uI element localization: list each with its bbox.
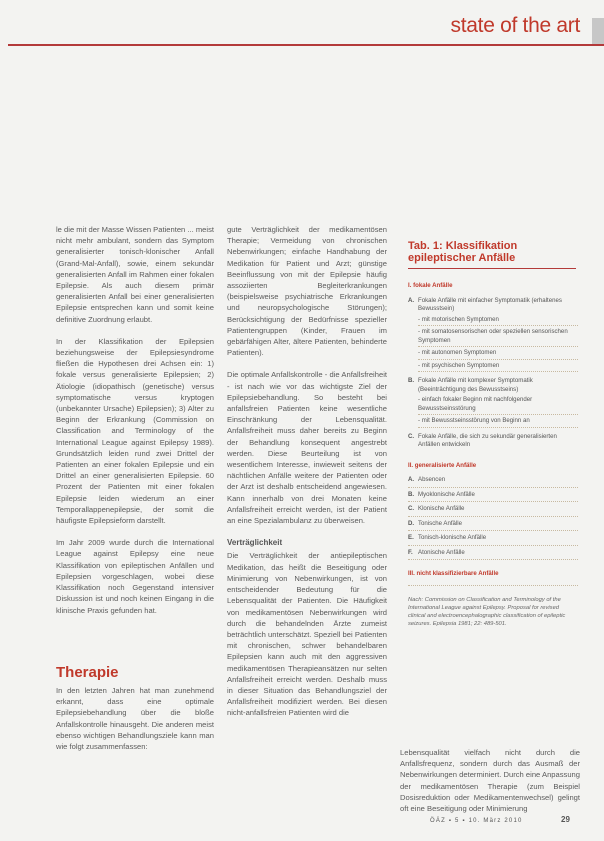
section-title: state of the art — [450, 14, 580, 37]
sub-item: - mit Bewusstseinsstörung von Beginn an — [418, 417, 530, 424]
divider — [418, 346, 578, 347]
sub-item: - mit autonomen Symptomen — [418, 349, 497, 356]
item-key: B. — [408, 490, 415, 498]
table-1-box — [400, 226, 580, 740]
list-item — [408, 377, 578, 394]
subheading-vertraeglichkeit: Verträglichkeit — [227, 538, 283, 548]
item-key: F. — [408, 548, 413, 556]
paragraph: Die Verträglichkeit der antiepileptischen Medikation, das heißt die Beseitigung oder Minimierung von Nebenwirkungen, ist von entscheidender Bedeutung für die Lebensqualität der Patienten. Die Häufigkeit von medikamentösen Nebenwirkungen wird durch die behandelnden Ärzte zumeist beträchtlich unterschätzt. Speziell bei Patienten mit chronischen, schwer behandelbaren Epilepsien kann auch mit den aggressiven medikamentösen Therapieansätzen nur selten Anfallsfreiheit erreicht werden. Deshalb muss in dieser Situation das Behandlungsziel der Anfallsfreiheit modifiziert werden. Bei diesen nicht-anfallsfreien Patienten wird die — [227, 551, 387, 718]
sub-item: - mit somatosensorischen oder speziellen sensorischen Symptomen — [418, 328, 568, 344]
divider — [408, 585, 578, 586]
list-item — [408, 476, 578, 488]
item-text: Fokale Anfälle mit komplexer Symptomatik (Beeinträchtigung des Bewusstseins) — [418, 377, 533, 393]
column-3 — [400, 747, 580, 814]
item-key: A. — [408, 476, 415, 483]
paragraph: gute Verträglichkeit der medikamentösen Therapie; Vermeidung von chronischen Nebenwirkungen; einfache Handhabung der Medikation für Patient und Arzt; günstige Beeinflussung von mit der Epilepsie häufig assoziierten Begleiterkrankungen (beispielsweise psychiatrische Erkrankungen und neuropsychologische Störungen); Berücksichtigung der Bedürfnisse spezieller Patientengruppen (Kinder, Frauen im gebärfähigen Alter, ältere Patienten, behinderte Patienten). — [227, 225, 387, 358]
item-key: C. — [408, 505, 415, 512]
column-1-therapie — [56, 685, 214, 752]
table-body — [408, 282, 578, 628]
item-text: Myoklonische Anfälle — [418, 490, 475, 498]
list-item — [408, 297, 578, 314]
item-text: Atonische Anfälle — [418, 548, 465, 556]
item-key: A. — [408, 296, 415, 304]
list-item — [408, 491, 578, 503]
item-key: E. — [408, 534, 414, 541]
divider — [418, 414, 578, 415]
list-item — [408, 505, 578, 517]
group-heading: II. generalisierte Anfälle — [408, 461, 477, 469]
paragraph: In den letzten Jahren hat man zunehmend erkannt, dass eine optimale Epilepsiebehandlung über die bloße Anfallskontrolle hinausgeht. Die anderen meist ebenso wichtigen Behandlungsziele kann man wie folgt zusammenfassen: — [56, 686, 214, 752]
item-key: C. — [408, 432, 415, 440]
item-text: Tonische Anfälle — [418, 519, 463, 527]
sub-item: - mit psychischen Symptomen — [418, 361, 500, 369]
divider — [418, 371, 578, 372]
paragraph: Im Jahr 2009 wurde durch die International League against Epilepsy eine neue Klassifikation von epileptischen Anfällen und Epilepsien vorgeschlagen, wobei diese Klassifikation noch Gegenstand intensiver Diskussion ist und noch keinen Eingang in die klinische Praxis gefunden hat. — [56, 538, 214, 615]
table-title: Tab. 1: Klassifikation epileptischer Anfälle — [408, 240, 518, 264]
item-key: B. — [408, 377, 415, 384]
item-text: Absencen — [418, 476, 446, 483]
table-footnote: Nach: Commission on Classification and Terminology of the International League against Epilepsy. Proposal for revised clinical and electroencephalographic classification of epileptic seizures. Epilepsia 1981; 22: 489-501. — [408, 596, 566, 627]
journal-footer: ÖÄZ ▪ 5 ▪ 10. März 2010 — [430, 818, 523, 824]
sub-list — [418, 396, 578, 428]
list-item — [408, 520, 578, 532]
paragraph: le die mit der Masse Wissen Patienten ... meist nicht mehr ambulant, sondern das Symptom generalisierter tonisch-klonischer Anfall (Grand-Mal-Anfall), sowie, einem sekundär generalisierten Anfall im Rahmen einer fokalen Epilepsie. Als auch diesem primär generalisierten Anfall bei einer generalisierten Epilepsie entsprechen kann und somit keine definitive Zuordnung erlaubt. — [56, 225, 214, 324]
group-heading: III. nicht klassifizierbare Anfälle — [408, 570, 499, 577]
column-1 — [56, 224, 214, 616]
section-heading-therapie: Therapie — [56, 664, 119, 681]
item-text: Tonisch-klonische Anfälle — [418, 534, 487, 541]
page-edge-tab — [592, 18, 604, 46]
divider — [418, 427, 578, 428]
item-text: Klonische Anfälle — [418, 505, 465, 512]
item-key: D. — [408, 519, 415, 527]
divider — [418, 325, 578, 326]
page-number: 29 — [561, 815, 570, 824]
column-2 — [227, 224, 387, 719]
list-item — [408, 433, 578, 450]
list-item — [408, 534, 578, 546]
divider — [418, 359, 578, 360]
sub-item: - mit motorischen Symptomen — [418, 315, 499, 323]
item-text: Fokale Anfälle mit einfacher Symptomatik (erhaltenes Bewusstsein) — [418, 296, 562, 312]
header-rule — [8, 44, 604, 46]
paragraph: Die optimale Anfallskontrolle - die Anfallsfreiheit - ist nach wie vor das wichtigste Ziel der Epilepsiebehandlung. So besteht bei anfallsfreien Patienten keine wesentliche Einschränkung der Lebensqualität. Anfallsfreiheit muss daher bereits zu Beginn der Behandlung konsequent angestrebt werden. Diese Beurteilung ist von wesentlichem Interesse, inwieweit seitens der nächtlichen Anfälle weitere der Patienten oder der Arzt ist deshalb entscheidend angewiesen. Kann innerhalb von drei Monaten keine Anfallsfreiheit erreicht werden, ist der Patient an eine Spezialambulanz zu überweisen. — [227, 370, 387, 526]
group-heading: I. fokale Anfälle — [408, 282, 453, 289]
sub-list — [418, 316, 578, 373]
paragraph: Lebensqualität vielfach nicht durch die Anfallsfrequenz, sondern durch das Ausmaß der Nebenwirkungen determiniert. Durch eine Anpassung der medikamentösen Therapie (zum Beispiel Dosisreduktion oder Medikamentenwechsel) gelingt oft eine Beseitigung oder Minimierung — [400, 748, 580, 814]
paragraph: In der Klassifikation der Epilepsien beziehungsweise der Epilepsiesyndrome fließen die Hypothesen drei Achsen ein: 1) fokale versus generalisierte Epilepsien; 2) Ätiologie (idiopathisch (genetische) versus symptomatische versus kryptogen (unbekannter Ursache) Epilepsien); 3) Alter zu Beginn der Erkrankung (Commission on Classification and Terminology of the International League against Epilepsy 1989). Grundsätzlich leiden rund zwei Drittel der Patienten an einer fokalen Epilepsie und ein Drittel an einer generalisierten Epilepsie. 60 Prozent der Patienten mit einer fokalen Epilepsie leiden wiederum an einer Temporallappenepilepsie, der somit die häufigste Epilepsieform darstellt. — [56, 336, 214, 526]
list-item — [408, 549, 578, 561]
item-text: Fokale Anfälle, die sich zu sekundär generalisierten Anfällen entwickeln — [418, 432, 557, 448]
sub-item: - einfach fokaler Beginn mit nachfolgender Bewusstseinsstörung — [418, 396, 533, 412]
table-title-rule — [408, 268, 576, 269]
